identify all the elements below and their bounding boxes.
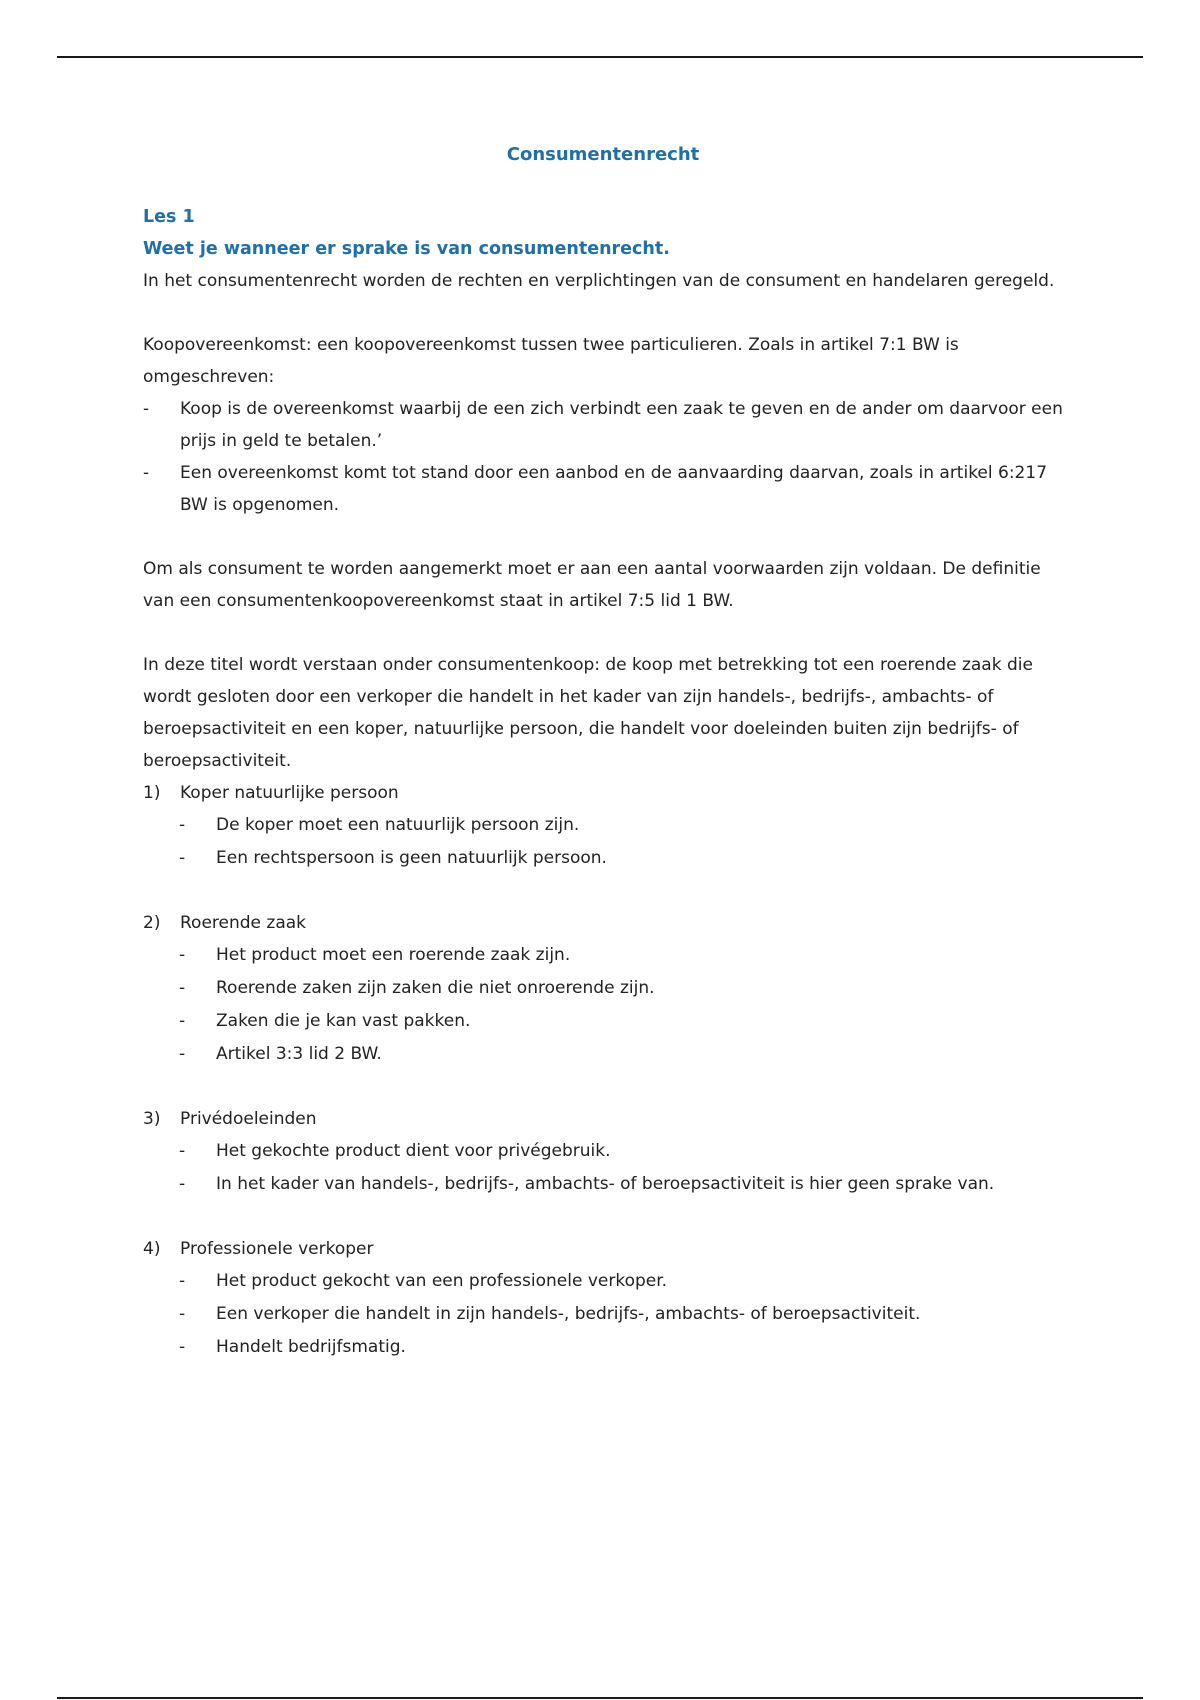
bullet-dash: - (179, 1271, 186, 1291)
koop-bullet-list (143, 393, 1063, 521)
footer-rule (57, 1697, 1143, 1699)
document-body (143, 139, 1063, 1364)
condition-number: 3) (143, 1109, 161, 1129)
condition-bullet-list (143, 939, 1063, 1071)
condition-item (143, 1103, 1063, 1135)
bullet-dash: - (143, 463, 150, 483)
intro-paragraph: In het consumentenrecht worden de rechten en verplichtingen van de consument en handelaren geregeld. (143, 271, 1055, 291)
list-item-text: Artikel 3:3 lid 2 BW. (216, 1044, 382, 1064)
list-item-text: Koop is de overeenkomst waarbij de een zich verbindt een zaak te geven en de ander om daarvoor een prijs in geld te betalen.’ (180, 399, 1063, 451)
condition-bullet-list (143, 1265, 1063, 1364)
condition-item (143, 777, 1063, 809)
list-item (179, 1005, 1063, 1038)
condition-number: 1) (143, 783, 161, 803)
bullet-dash: - (179, 815, 186, 835)
bullet-dash: - (179, 1044, 186, 1064)
consument-paragraph: Om als consument te worden aangemerkt moet er aan een aantal voorwaarden zijn voldaan. De definitie van een consumentenkoopovereenkomst staat in artikel 7:5 lid 1 BW. (143, 559, 1041, 611)
list-item (179, 1135, 1063, 1168)
bullet-dash: - (179, 1141, 186, 1161)
condition-bullet-list (143, 809, 1063, 875)
list-item (179, 1331, 1063, 1364)
list-item (179, 809, 1063, 842)
list-item-text: Roerende zaken zijn zaken die niet onroerende zijn. (216, 978, 655, 998)
header-rule (57, 56, 1143, 58)
list-item (179, 972, 1063, 1005)
list-item-text: De koper moet een natuurlijk persoon zijn. (216, 815, 580, 835)
koopovereenkomst-paragraph: Koopovereenkomst: een koopovereenkomst tussen twee particulieren. Zoals in artikel 7:1 BW is omgeschreven: (143, 335, 959, 387)
condition-bullet-list (143, 1135, 1063, 1201)
condition-label: Privédoeleinden (180, 1109, 317, 1129)
bullet-dash: - (179, 1337, 186, 1357)
list-item-text: Het product gekocht van een professionele verkoper. (216, 1271, 668, 1291)
list-item-text: Handelt bedrijfsmatig. (216, 1337, 406, 1357)
list-item-text: Een overeenkomst komt tot stand door een aanbod en de aanvaarding daarvan, zoals in artikel 6:217 BW is opgenomen. (180, 463, 1048, 515)
condition-item (143, 907, 1063, 939)
condition-label: Professionele verkoper (180, 1239, 374, 1259)
list-item-text: Een verkoper die handelt in zijn handels-, bedrijfs-, ambachts- of beroepsactiviteit. (216, 1304, 921, 1324)
bullet-dash: - (179, 978, 186, 998)
condition-number: 2) (143, 913, 161, 933)
list-item (179, 842, 1063, 875)
list-item (179, 1265, 1063, 1298)
bullet-dash: - (179, 848, 186, 868)
document-title: Consumentenrecht (506, 144, 700, 165)
bullet-dash: - (179, 1304, 186, 1324)
bullet-dash: - (179, 945, 186, 965)
list-item-text: In het kader van handels-, bedrijfs-, ambachts- of beroepsactiviteit is hier geen sprake van. (216, 1174, 995, 1194)
list-item (143, 393, 1063, 457)
condition-label: Koper natuurlijke persoon (180, 783, 399, 803)
list-item-text: Een rechtspersoon is geen natuurlijk persoon. (216, 848, 607, 868)
bullet-dash: - (179, 1174, 186, 1194)
list-item (179, 1298, 1063, 1331)
section-subheading: Weet je wanneer er sprake is van consumentenrecht. (143, 239, 670, 259)
list-item (143, 457, 1063, 521)
condition-label: Roerende zaak (180, 913, 307, 933)
list-item (179, 939, 1063, 972)
definitie-paragraph: In deze titel wordt verstaan onder consumentenkoop: de koop met betrekking tot een roerende zaak die wordt gesloten door een verkoper die handelt in het kader van zijn handels-, bedrijfs-, ambachts- of beroepsactiviteit en een koper, natuurlijke persoon, die handelt voor doeleinden buiten zijn bedrijfs- of beroepsactiviteit. (143, 655, 1033, 771)
list-item-text: Het gekochte product dient voor privégebruik. (216, 1141, 611, 1161)
list-item-text: Het product moet een roerende zaak zijn. (216, 945, 571, 965)
bullet-dash: - (179, 1011, 186, 1031)
condition-item (143, 1233, 1063, 1265)
list-item-text: Zaken die je kan vast pakken. (216, 1011, 471, 1031)
list-item (179, 1168, 1063, 1201)
bullet-dash: - (143, 399, 150, 419)
lesson-heading: Les 1 (143, 207, 195, 227)
condition-number: 4) (143, 1239, 161, 1259)
list-item (179, 1038, 1063, 1071)
